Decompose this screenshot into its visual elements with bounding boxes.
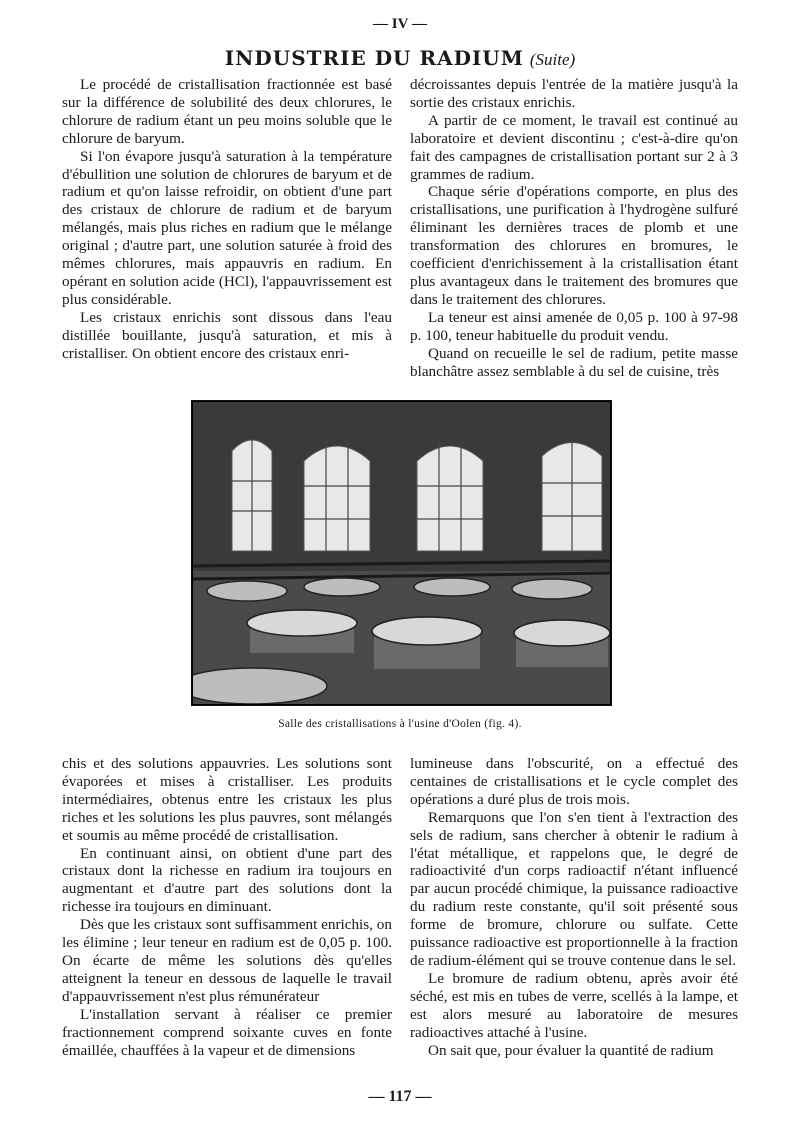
paragraph: Quand on recueille le sel de radium, petite masse blanchâtre assez semblable à du sel de cuisine, très [410, 344, 738, 380]
column-bottom-right [410, 755, 738, 1059]
paragraph: Remarquons que l'on s'en tient à l'extraction des sels de radium, sans chercher à obtenir le radium à l'état métallique, et rappelons que, le degré de radioactivité d'un corps radioactif n'étant influencé par aucun procédé chimique, la puissance radioactive du radium reste constante, qu'il soit présenté sous forme de bromure, chlorure ou sulfate. Cette puissance radioactive est proportionnelle à la fraction de radium-élément qui se trouve contenue dans le sel. [410, 808, 738, 969]
title-suffix: (Suite) [529, 50, 576, 69]
column-top-left [62, 76, 392, 363]
crystallization-hall-photo [191, 400, 612, 706]
figure-caption: Salle des cristallisations à l'usine d'Oolen (fig. 4). [278, 718, 522, 730]
paragraph: L'installation servant à réaliser ce premier fractionnement comprend soixante cuves en fonte émaillée, chauffées à la vapeur et de dimensions [62, 1005, 392, 1059]
paragraph: Dès que les cristaux sont suffisamment enrichis, on les élimine ; leur teneur en radium est de 0,05 p. 100. On écarte de même les solutions dès qu'elles atteignent la teneur en dessous de laquelle le travail d'appauvrissement n'est plus rémunérateur [62, 916, 392, 1005]
paragraph: En continuant ainsi, on obtient d'une part des cristaux dont la richesse en radium ira toujours en augmentant et d'autre part des solutions dont la richesse ira toujours en diminuant. [62, 844, 392, 916]
paragraph: chis et des solutions appauvries. Les solutions sont évaporées et mises à cristalliser. Les produits intermédiaires, obtenus entre les cristaux les plus riches et les solutions les plus pauvres, sont mélangés et soumis au même procédé de cristallisation. [62, 755, 392, 844]
paragraph: Les cristaux enrichis sont dissous dans l'eau distillée bouillante, jusqu'à saturation, et mis à cristalliser. On obtient encore des cristaux enri- [62, 308, 392, 362]
column-top-right [410, 76, 738, 380]
photo-illustration [192, 401, 611, 705]
paragraph: Chaque série d'opérations comporte, en plus des cristallisations, une purification à l'hydrogène sulfuré éliminant les dernières traces de plomb et une transformation des chlorures en bromures, le coefficient d'enrichissement à la cristallisation étant plus avantageux dans le traitement des bromures que dans le traitement des chlorures. [410, 183, 738, 308]
paragraph: A partir de ce moment, le travail est continué au laboratoire et devient discontinu ; c'est-à-dire qu'on fait des campagnes de cristallisation portant sur 2 à 3 grammes de radium. [410, 111, 738, 183]
paragraph: La teneur est ainsi amenée de 0,05 p. 100 à 97-98 p. 100, teneur habituelle du produit vendu. [410, 308, 738, 344]
title-text: INDUSTRIE DU RADIUM [224, 46, 524, 70]
page-folio-top: — IV — [373, 16, 427, 32]
page-title [0, 46, 800, 70]
paragraph: décroissantes depuis l'entrée de la matière jusqu'à la sortie des cristaux enrichis. [410, 76, 738, 111]
paragraph: Le bromure de radium obtenu, après avoir été séché, est mis en tubes de verre, scellés à la lampe, et est alors mesuré au laboratoire de mesures radioactives attaché à l'usine. [410, 969, 738, 1041]
paragraph: Si l'on évapore jusqu'à saturation à la température d'ébullition une solution de chlorures de baryum et de radium et qu'on laisse refroidir, on obtient d'une part des cristaux de chlorure de radium et de baryum mélangés, mais plus riches en radium que le mélange original ; d'autre part, une solution saturée à froid des mêmes chlorures, mais appauvris en radium. En opérant en solution acide (HCl), l'appauvrissement est plus considérable. [62, 147, 392, 308]
paragraph: lumineuse dans l'obscurité, on a effectué des centaines de cristallisations et le cycle complet des opérations a duré plus de trois mois. [410, 755, 738, 808]
column-bottom-left [62, 755, 392, 1059]
page-folio-bottom: — 117 — [368, 1088, 432, 1105]
paragraph: Le procédé de cristallisation fractionnée est basé sur la différence de solubilité des deux chlorures, le chlorure de radium étant un peu moins soluble que le chlorure de baryum. [62, 76, 392, 147]
paragraph: On sait que, pour évaluer la quantité de radium [428, 1041, 714, 1059]
